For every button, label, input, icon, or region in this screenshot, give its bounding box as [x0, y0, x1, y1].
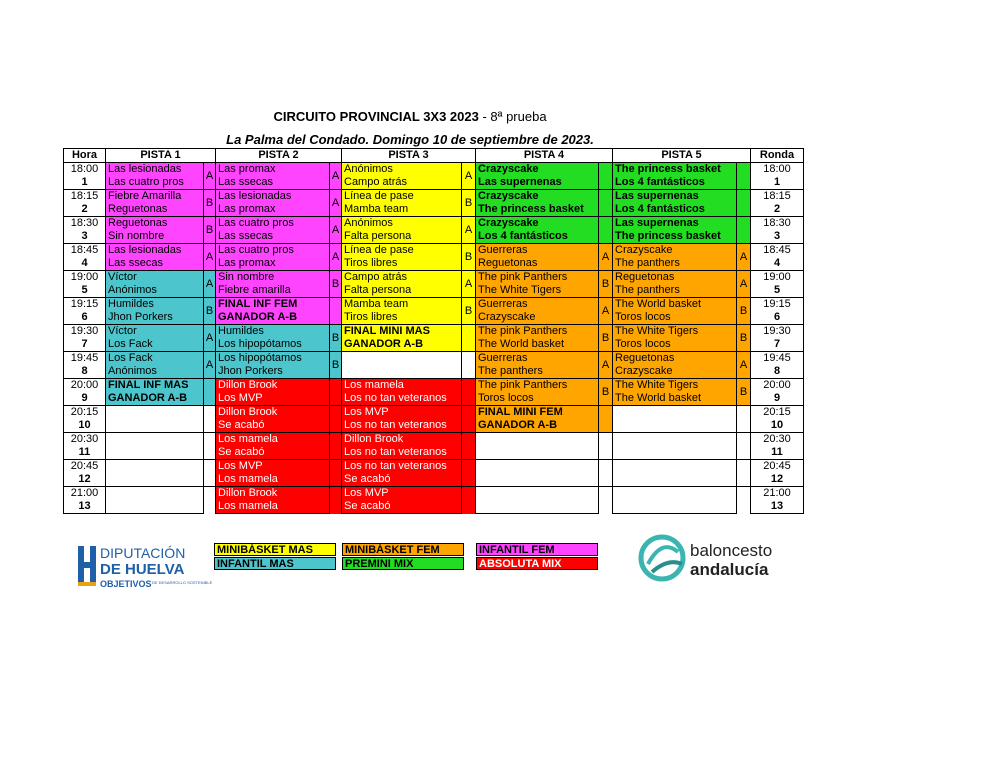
- ronda-time-cell: 20:15: [751, 406, 804, 420]
- pista-2-team-bottom: Los MVP: [216, 392, 330, 406]
- pista-1-team-bottom: Anónimos: [106, 284, 204, 298]
- pista-3-team-bottom: Falta persona: [342, 284, 462, 298]
- pista-1-group: A: [204, 163, 216, 190]
- pista-4-team-bottom: Toros locos: [476, 392, 599, 406]
- pista-3-team-top: Mamba team: [342, 298, 462, 312]
- round-cell: 5: [64, 284, 106, 298]
- pista-2-group: A: [330, 190, 342, 217]
- pista-2-team-top: Las cuatro pros: [216, 244, 330, 258]
- pista-2-group: [330, 460, 342, 487]
- pista-3-group: [462, 325, 476, 352]
- schedule-row-top: [64, 433, 804, 447]
- pista-2-team-bottom: Las ssecas: [216, 176, 330, 190]
- pista-4-team-bottom: The World basket: [476, 338, 599, 352]
- schedule-table: [63, 148, 804, 514]
- ronda-time-cell: 20:30: [751, 433, 804, 447]
- pista-4-team-bottom: [476, 500, 599, 514]
- pista-4-team-bottom: [476, 473, 599, 487]
- round-cell: 8: [64, 365, 106, 379]
- pista-3-team-bottom: Los no tan veteranos: [342, 392, 462, 406]
- pista-3-group: A: [462, 217, 476, 244]
- pista-1-team-top: Los Fack: [106, 352, 204, 366]
- pista-3-team-bottom: Se acabó: [342, 473, 462, 487]
- header-pista-4: PISTA 4: [476, 149, 613, 163]
- pista-1-team-bottom: Reguetonas: [106, 203, 204, 217]
- pista-1-group: B: [204, 217, 216, 244]
- schedule-row-top: [64, 460, 804, 474]
- schedule-row-top: [64, 379, 804, 393]
- ronda-number-cell: 3: [751, 230, 804, 244]
- round-cell: 10: [64, 419, 106, 433]
- pista-4-group: A: [599, 244, 613, 271]
- pista-4-group: [599, 433, 613, 460]
- pista-5-team-top: [613, 460, 737, 474]
- pista-2-group: A: [330, 163, 342, 190]
- ronda-number-cell: 11: [751, 446, 804, 460]
- pista-4-group: B: [599, 379, 613, 406]
- pista-5-team-bottom: Toros locos: [613, 311, 737, 325]
- pista-5-team-bottom: Los 4 fantásticos: [613, 203, 737, 217]
- pista-1-team-top: Víctor: [106, 325, 204, 339]
- ronda-number-cell: 7: [751, 338, 804, 352]
- pista-3-group: A: [462, 163, 476, 190]
- pista-5-group: [737, 406, 751, 433]
- ronda-time-cell: 19:30: [751, 325, 804, 339]
- round-cell: 9: [64, 392, 106, 406]
- time-cell: 20:30: [64, 433, 106, 447]
- pista-1-group: [204, 460, 216, 487]
- pista-4-team-top: Guerreras: [476, 352, 599, 366]
- pista-2-group: [330, 298, 342, 325]
- schedule-row-bottom: [64, 419, 804, 433]
- ronda-number-cell: 5: [751, 284, 804, 298]
- ronda-number-cell: 8: [751, 365, 804, 379]
- pista-4-group: [599, 406, 613, 433]
- legend-item: PREMINI MIX: [342, 557, 464, 570]
- schedule-row-bottom: [64, 257, 804, 271]
- pista-5-group: [737, 460, 751, 487]
- pista-5-team-top: The White Tigers: [613, 325, 737, 339]
- ronda-time-cell: 19:45: [751, 352, 804, 366]
- pista-3-team-bottom: Los no tan veteranos: [342, 446, 462, 460]
- pista-4-team-top: [476, 433, 599, 447]
- schedule-row-top: [64, 487, 804, 501]
- pista-2-team-top: Los mamela: [216, 433, 330, 447]
- pista-3-team-top: [342, 352, 462, 366]
- round-cell: 12: [64, 473, 106, 487]
- pista-3-team-top: Los mamela: [342, 379, 462, 393]
- pista-1-team-bottom: Sin nombre: [106, 230, 204, 244]
- time-cell: 18:30: [64, 217, 106, 231]
- ronda-time-cell: 18:00: [751, 163, 804, 177]
- schedule-row-bottom: [64, 176, 804, 190]
- pista-3-team-top: Línea de pase: [342, 190, 462, 204]
- pista-5-team-bottom: [613, 500, 737, 514]
- pista-3-group: [462, 379, 476, 406]
- legend-item: MINIBÁSKET MAS: [214, 543, 336, 556]
- schedule-row-top: [64, 244, 804, 258]
- pista-3-group: [462, 352, 476, 379]
- pista-4-team-bottom: The princess basket: [476, 203, 599, 217]
- header-pista-3: PISTA 3: [342, 149, 476, 163]
- pista-2-team-top: Los hipopótamos: [216, 352, 330, 366]
- time-cell: 18:15: [64, 190, 106, 204]
- pista-5-group: B: [737, 379, 751, 406]
- schedule-row-top: [64, 163, 804, 177]
- pista-4-team-top: FINAL MINI FEM: [476, 406, 599, 420]
- pista-2-group: B: [330, 271, 342, 298]
- pista-2-team-bottom: GANADOR A-B: [216, 311, 330, 325]
- ronda-time-cell: 21:00: [751, 487, 804, 501]
- schedule-row-bottom: [64, 446, 804, 460]
- schedule-row-bottom: [64, 230, 804, 244]
- round-cell: 6: [64, 311, 106, 325]
- pista-5-team-top: The World basket: [613, 298, 737, 312]
- pista-5-team-bottom: Crazyscake: [613, 365, 737, 379]
- pista-1-team-bottom: Los Fack: [106, 338, 204, 352]
- pista-3-group: B: [462, 298, 476, 325]
- schedule-row-top: [64, 325, 804, 339]
- pista-5-team-top: [613, 406, 737, 420]
- round-cell: 4: [64, 257, 106, 271]
- pista-1-group: A: [204, 271, 216, 298]
- pista-1-team-top: Humildes: [106, 298, 204, 312]
- legend-item: MINIBÁSKET FEM: [342, 543, 464, 556]
- pista-1-team-top: [106, 487, 204, 501]
- header-pista-2: PISTA 2: [216, 149, 342, 163]
- ronda-time-cell: 19:00: [751, 271, 804, 285]
- pista-2-team-bottom: Las ssecas: [216, 230, 330, 244]
- pista-2-team-bottom: Los hipopótamos: [216, 338, 330, 352]
- pista-5-group: [737, 190, 751, 217]
- time-cell: 20:15: [64, 406, 106, 420]
- schedule-row-top: [64, 217, 804, 231]
- pista-2-team-top: Sin nombre: [216, 271, 330, 285]
- pista-4-group: B: [599, 325, 613, 352]
- ronda-number-cell: 1: [751, 176, 804, 190]
- pista-2-team-top: Las cuatro pros: [216, 217, 330, 231]
- pista-1-group: [204, 379, 216, 406]
- pista-1-team-bottom: Jhon Porkers: [106, 311, 204, 325]
- pista-5-team-bottom: Toros locos: [613, 338, 737, 352]
- pista-2-team-bottom: Fiebre amarilla: [216, 284, 330, 298]
- pista-1-team-bottom: [106, 473, 204, 487]
- pista-5-team-bottom: Los 4 fantásticos: [613, 176, 737, 190]
- ronda-time-cell: 20:45: [751, 460, 804, 474]
- header-ronda: Ronda: [751, 149, 804, 163]
- pista-2-team-bottom: Las promax: [216, 203, 330, 217]
- schedule-row-bottom: [64, 365, 804, 379]
- pista-2-group: [330, 433, 342, 460]
- pista-4-team-top: The pink Panthers: [476, 325, 599, 339]
- ronda-number-cell: 12: [751, 473, 804, 487]
- pista-1-team-top: [106, 406, 204, 420]
- round-cell: 1: [64, 176, 106, 190]
- pista-2-group: [330, 406, 342, 433]
- schedule-row-bottom: [64, 203, 804, 217]
- ronda-time-cell: 18:30: [751, 217, 804, 231]
- pista-1-team-top: Víctor: [106, 271, 204, 285]
- page-title: CIRCUITO PROVINCIAL 3X3 2023 - 8ª prueba: [273, 109, 547, 124]
- time-cell: 21:00: [64, 487, 106, 501]
- objetivos-text: OBJETIVOS: [100, 579, 152, 589]
- ods-text: DE DESARROLLO SOSTENIBLE: [152, 580, 213, 585]
- pista-3-group: A: [462, 271, 476, 298]
- pista-1-team-bottom: Las ssecas: [106, 257, 204, 271]
- ronda-time-cell: 18:15: [751, 190, 804, 204]
- pista-4-team-bottom: Reguetonas: [476, 257, 599, 271]
- pista-1-group: A: [204, 244, 216, 271]
- pista-4-team-bottom: The White Tigers: [476, 284, 599, 298]
- pista-2-group: [330, 379, 342, 406]
- baloncesto-text: baloncesto: [690, 541, 773, 560]
- pista-3-team-bottom: Campo atrás: [342, 176, 462, 190]
- ronda-number-cell: 6: [751, 311, 804, 325]
- pista-2-team-top: Dillon Brook: [216, 406, 330, 420]
- pista-1-team-top: [106, 433, 204, 447]
- time-cell: 18:45: [64, 244, 106, 258]
- time-cell: 19:30: [64, 325, 106, 339]
- pista-4-group: [599, 217, 613, 244]
- schedule-row-bottom: [64, 392, 804, 406]
- ronda-number-cell: 9: [751, 392, 804, 406]
- pista-5-group: A: [737, 271, 751, 298]
- round-cell: 13: [64, 500, 106, 514]
- pista-4-group: A: [599, 298, 613, 325]
- pista-1-team-bottom: [106, 446, 204, 460]
- pista-4-team-bottom: Los 4 fantásticos: [476, 230, 599, 244]
- pista-5-team-top: The White Tigers: [613, 379, 737, 393]
- pista-3-team-bottom: Los no tan veteranos: [342, 419, 462, 433]
- pista-2-group: B: [330, 325, 342, 352]
- header-row: [64, 149, 804, 163]
- pista-5-team-top: Reguetonas: [613, 271, 737, 285]
- pista-1-group: A: [204, 325, 216, 352]
- round-cell: 7: [64, 338, 106, 352]
- time-cell: 18:00: [64, 163, 106, 177]
- huelva-text: DE HUELVA: [100, 561, 185, 578]
- ronda-time-cell: 19:15: [751, 298, 804, 312]
- baloncesto-andalucia-logo: [638, 532, 788, 584]
- pista-5-group: [737, 433, 751, 460]
- time-cell: 19:00: [64, 271, 106, 285]
- pista-4-group: [599, 163, 613, 190]
- schedule-row-bottom: [64, 338, 804, 352]
- pista-3-team-top: Campo atrás: [342, 271, 462, 285]
- pista-1-team-top: Las lesionadas: [106, 244, 204, 258]
- pista-4-team-top: Guerreras: [476, 298, 599, 312]
- pista-1-team-top: Las lesionadas: [106, 163, 204, 177]
- pista-5-group: A: [737, 244, 751, 271]
- pista-1-group: [204, 487, 216, 514]
- pista-3-team-top: Los no tan veteranos: [342, 460, 462, 474]
- pista-3-group: [462, 406, 476, 433]
- pista-3-team-bottom: Se acabó: [342, 500, 462, 514]
- pista-2-team-bottom: Los mamela: [216, 500, 330, 514]
- pista-4-group: A: [599, 352, 613, 379]
- pista-2-team-bottom: Se acabó: [216, 446, 330, 460]
- pista-2-team-top: FINAL INF FEM: [216, 298, 330, 312]
- round-cell: 2: [64, 203, 106, 217]
- pista-1-group: [204, 406, 216, 433]
- pista-3-group: [462, 460, 476, 487]
- schedule-row-bottom: [64, 500, 804, 514]
- pista-5-team-bottom: The panthers: [613, 257, 737, 271]
- pista-4-group: [599, 190, 613, 217]
- pista-2-team-top: Dillon Brook: [216, 379, 330, 393]
- pista-3-team-bottom: Tiros libres: [342, 257, 462, 271]
- pista-5-team-bottom: The panthers: [613, 284, 737, 298]
- pista-4-team-bottom: [476, 446, 599, 460]
- time-cell: 20:45: [64, 460, 106, 474]
- pista-4-team-top: [476, 487, 599, 501]
- pista-5-group: B: [737, 325, 751, 352]
- pista-5-team-top: [613, 433, 737, 447]
- pista-2-team-top: Dillon Brook: [216, 487, 330, 501]
- pista-3-team-bottom: [342, 365, 462, 379]
- pista-5-team-bottom: [613, 473, 737, 487]
- pista-3-team-top: Línea de pase: [342, 244, 462, 258]
- pista-2-group: A: [330, 244, 342, 271]
- pista-4-team-top: Crazyscake: [476, 190, 599, 204]
- pista-3-team-top: Dillon Brook: [342, 433, 462, 447]
- pista-5-team-top: Las supernenas: [613, 190, 737, 204]
- schedule-row-top: [64, 190, 804, 204]
- pista-3-team-top: Los MVP: [342, 406, 462, 420]
- header-hora: Hora: [64, 149, 106, 163]
- pista-5-team-top: The princess basket: [613, 163, 737, 177]
- schedule-row-top: [64, 406, 804, 420]
- pista-4-team-top: The pink Panthers: [476, 379, 599, 393]
- pista-1-team-bottom: GANADOR A-B: [106, 392, 204, 406]
- pista-2-team-bottom: Los mamela: [216, 473, 330, 487]
- page-subtitle: La Palma del Condado. Domingo 10 de septiembre de 2023.: [226, 132, 594, 147]
- pista-5-group: [737, 217, 751, 244]
- pista-3-team-top: FINAL MINI MAS: [342, 325, 462, 339]
- pista-3-group: [462, 487, 476, 514]
- pista-4-team-bottom: GANADOR A-B: [476, 419, 599, 433]
- pista-5-team-bottom: [613, 446, 737, 460]
- pista-2-team-bottom: Jhon Porkers: [216, 365, 330, 379]
- pista-2-team-bottom: Las promax: [216, 257, 330, 271]
- pista-4-group: [599, 487, 613, 514]
- pista-1-group: B: [204, 298, 216, 325]
- pista-4-team-top: Crazyscake: [476, 217, 599, 231]
- pista-1-group: [204, 433, 216, 460]
- schedule-row-bottom: [64, 473, 804, 487]
- pista-3-team-top: Anónimos: [342, 163, 462, 177]
- round-cell: 3: [64, 230, 106, 244]
- andalucia-text: andalucía: [690, 560, 769, 579]
- pista-2-team-bottom: Se acabó: [216, 419, 330, 433]
- pista-2-team-top: Humildes: [216, 325, 330, 339]
- ronda-number-cell: 4: [751, 257, 804, 271]
- ronda-time-cell: 18:45: [751, 244, 804, 258]
- schedule-row-bottom: [64, 284, 804, 298]
- pista-5-team-bottom: The princess basket: [613, 230, 737, 244]
- pista-2-group: B: [330, 352, 342, 379]
- pista-1-team-bottom: [106, 500, 204, 514]
- legend-item: INFANTIL FEM: [476, 543, 598, 556]
- pista-5-team-bottom: [613, 419, 737, 433]
- pista-5-team-top: Las supernenas: [613, 217, 737, 231]
- pista-2-group: [330, 487, 342, 514]
- pista-3-group: B: [462, 244, 476, 271]
- pista-5-team-top: [613, 487, 737, 501]
- pista-3-team-bottom: Mamba team: [342, 203, 462, 217]
- pista-4-group: [599, 460, 613, 487]
- pista-2-team-top: Las lesionadas: [216, 190, 330, 204]
- schedule-row-top: [64, 298, 804, 312]
- legend-item: ABSOLUTA MIX: [476, 557, 598, 570]
- pista-2-team-top: Los MVP: [216, 460, 330, 474]
- pista-5-group: B: [737, 298, 751, 325]
- header-pista-5: PISTA 5: [613, 149, 751, 163]
- pista-3-team-bottom: Tiros libres: [342, 311, 462, 325]
- pista-4-team-top: Crazyscake: [476, 163, 599, 177]
- ronda-number-cell: 10: [751, 419, 804, 433]
- pista-4-team-top: [476, 460, 599, 474]
- ronda-number-cell: 2: [751, 203, 804, 217]
- pista-4-group: B: [599, 271, 613, 298]
- pista-3-team-bottom: Falta persona: [342, 230, 462, 244]
- ronda-number-cell: 13: [751, 500, 804, 514]
- pista-1-team-top: Fiebre Amarilla: [106, 190, 204, 204]
- time-cell: 19:45: [64, 352, 106, 366]
- ronda-time-cell: 20:00: [751, 379, 804, 393]
- pista-1-group: A: [204, 352, 216, 379]
- schedule-row-top: [64, 352, 804, 366]
- pista-1-team-top: FINAL INF MAS: [106, 379, 204, 393]
- pista-5-team-top: Reguetonas: [613, 352, 737, 366]
- pista-4-team-bottom: The panthers: [476, 365, 599, 379]
- pista-1-group: B: [204, 190, 216, 217]
- time-cell: 19:15: [64, 298, 106, 312]
- pista-5-group: A: [737, 352, 751, 379]
- pista-2-team-top: Las promax: [216, 163, 330, 177]
- schedule-row-top: [64, 271, 804, 285]
- pista-4-team-bottom: Crazyscake: [476, 311, 599, 325]
- pista-1-team-bottom: Las cuatro pros: [106, 176, 204, 190]
- pista-1-team-top: [106, 460, 204, 474]
- pista-3-team-bottom: GANADOR A-B: [342, 338, 462, 352]
- pista-5-group: [737, 487, 751, 514]
- pista-4-team-top: The pink Panthers: [476, 271, 599, 285]
- pista-5-group: [737, 163, 751, 190]
- schedule-row-bottom: [64, 311, 804, 325]
- pista-3-team-top: Los MVP: [342, 487, 462, 501]
- pista-1-team-bottom: [106, 419, 204, 433]
- legend-item: INFANTIL MAS: [214, 557, 336, 570]
- pista-4-team-top: Guerreras: [476, 244, 599, 258]
- pista-3-team-top: Anónimos: [342, 217, 462, 231]
- pista-4-team-bottom: Las supernenas: [476, 176, 599, 190]
- pista-1-team-bottom: Anónimos: [106, 365, 204, 379]
- time-cell: 20:00: [64, 379, 106, 393]
- pista-3-group: [462, 433, 476, 460]
- diputacion-huelva-logo: [78, 544, 213, 592]
- pista-1-team-top: Reguetonas: [106, 217, 204, 231]
- pista-5-team-top: Crazyscake: [613, 244, 737, 258]
- pista-2-group: A: [330, 217, 342, 244]
- pista-3-group: B: [462, 190, 476, 217]
- pista-5-team-bottom: The World basket: [613, 392, 737, 406]
- diputacion-text: DIPUTACIÓN: [100, 545, 186, 561]
- round-cell: 11: [64, 446, 106, 460]
- header-pista-1: PISTA 1: [106, 149, 216, 163]
